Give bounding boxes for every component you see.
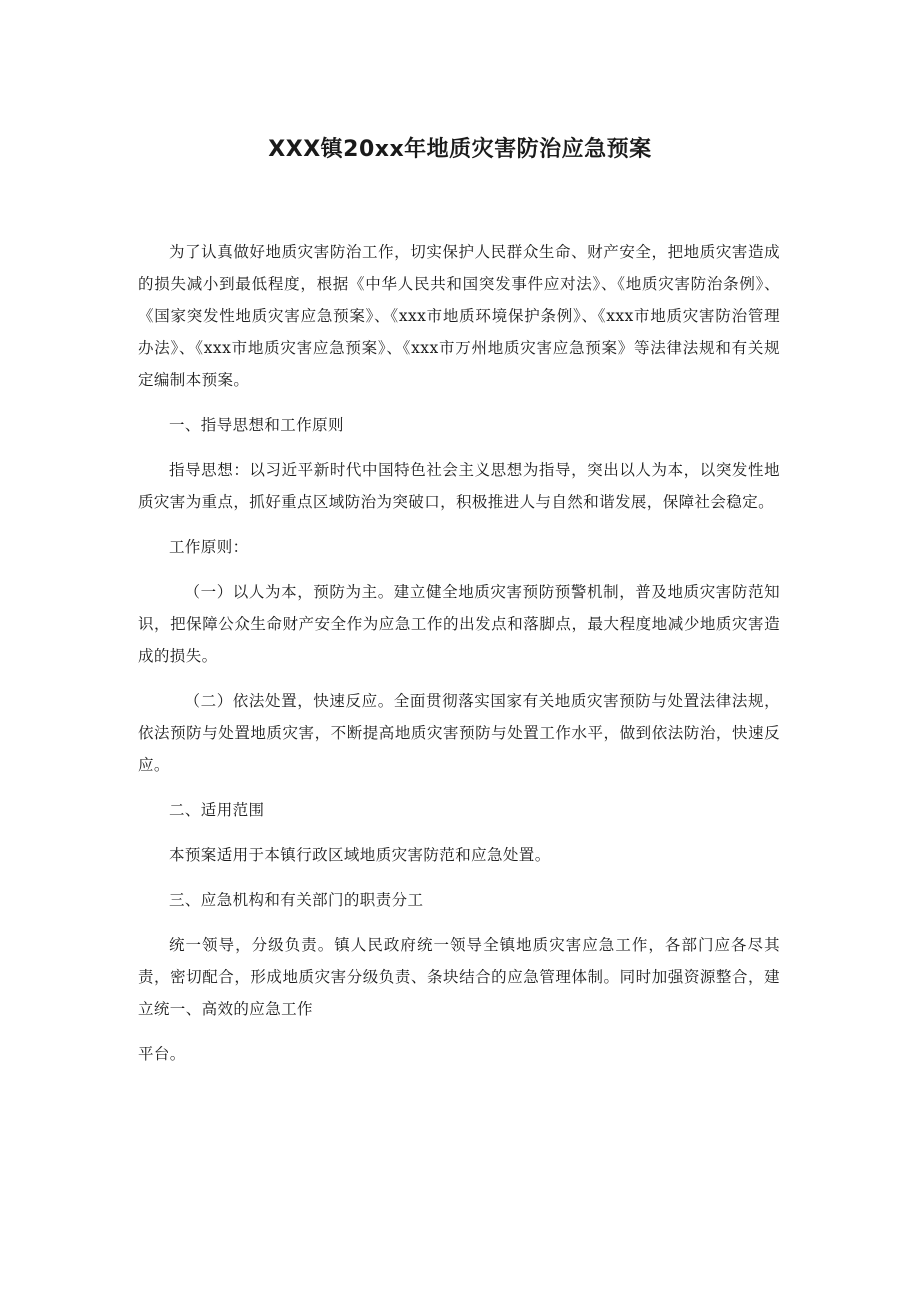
- section-heading-guiding-principles: 一、指导思想和工作原则: [169, 416, 344, 434]
- work-principles-label: 工作原则：: [169, 538, 249, 556]
- principle-two-paragraph: （二）依法处置，快速反应。全面贯彻落实国家有关地质灾害预防与处置法律法规，依法预防与处置地质灾害，不断提高地质灾害预防与处置工作水平，做到依法防治，快速反应。: [138, 692, 780, 774]
- section-heading-scope: 二、适用范围: [169, 801, 265, 819]
- intro-paragraph: 为了认真做好地质灾害防治工作，切实保护人民群众生命、财产安全，把地质灾害造成的损失减小到最低程度，根据《中华人民共和国突发事件应对法》、《地质灾害防治条例》、《国家突发性地质灾害应急预案》、《xxx市地质环境保护条例》、《xxx市地质灾害防治管理办法》、《xxx市地质灾害应急预案》、《xxx市万州地质灾害应急预案》等法律法规和有关规定编制本预案。: [138, 243, 780, 389]
- responsibilities-paragraph-continuation: 平台。: [138, 1045, 186, 1063]
- responsibilities-paragraph: 统一领导，分级负责。镇人民政府统一领导全镇地质灾害应急工作，各部门应各尽其责，密切配合，形成地质灾害分级负责、条块结合的应急管理体制。同时加强资源整合，建立统一、高效的应急工作: [138, 936, 780, 1018]
- document-title: XXX镇20xx年地质灾害防治应急预案: [268, 137, 652, 162]
- scope-paragraph: 本预案适用于本镇行政区域地质灾害防范和应急处置。: [169, 846, 551, 864]
- section-heading-responsibilities: 三、应急机构和有关部门的职责分工: [169, 891, 424, 909]
- document-body: [138, 236, 780, 1070]
- principle-one-paragraph: （一）以人为本，预防为主。建立健全地质灾害预防预警机制，普及地质灾害防范知识，把保障公众生命财产安全作为应急工作的出发点和落脚点，最大程度地减少地质灾害造成的损失。: [138, 583, 780, 665]
- guiding-thought-paragraph: 指导思想：以习近平新时代中国特色社会主义思想为指导，突出以人为本，以突发性地质灾害为重点，抓好重点区域防治为突破口，积极推进人与自然和谐发展，保障社会稳定。: [138, 461, 780, 511]
